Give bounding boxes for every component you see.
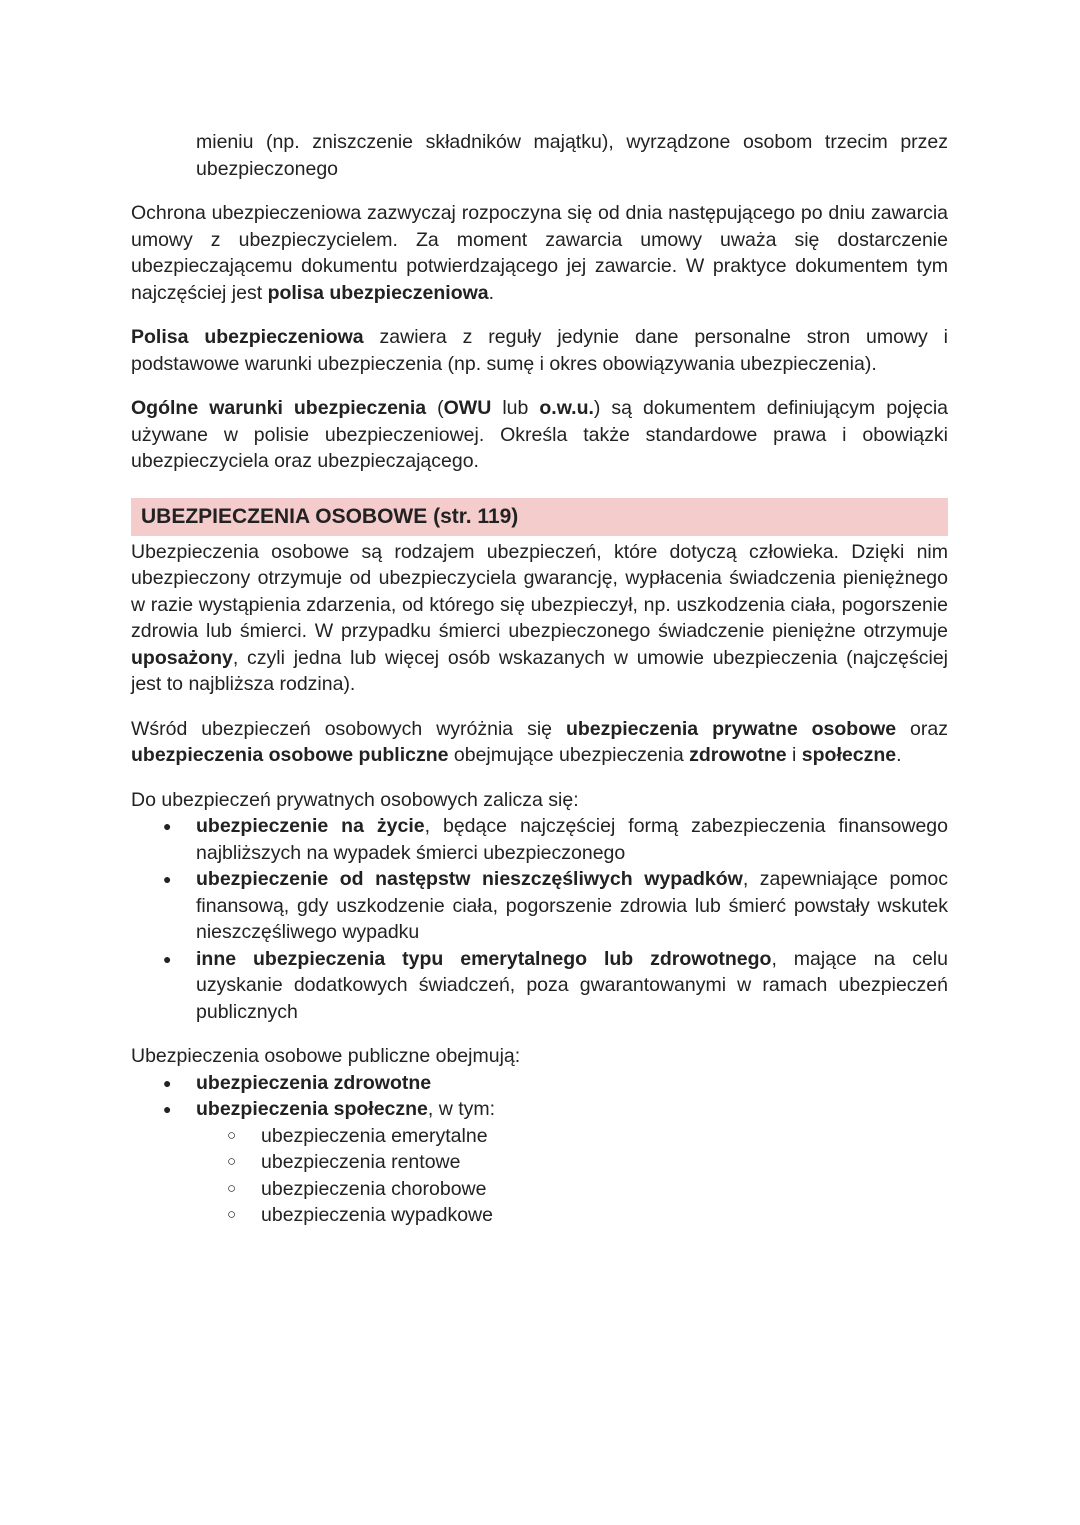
text: zawiera z reguły jedynie dane personalne stron umowy i podstawowe warunki ubezpieczenia (np. sumę i okres obowiązywania ubezpieczenia). xyxy=(131,326,948,375)
private-list-intro: Do ubezpieczeń prywatnych osobowych zalicza się: xyxy=(131,788,579,811)
text: , mające na celu uzyskanie dodatkowych świadczeń, poza gwarantowanymi w ramach ubezpieczeń publicznych xyxy=(196,947,948,1023)
private-insurance-list xyxy=(131,813,948,1025)
text: ) są dokumentem definiującym pojęcia używane w polisie ubezpieczeniowej. Określa także standardowe prawa i obowiązki ubezpieczyciela oraz ubezpieczającego. xyxy=(131,397,948,472)
continued-list-text: mieniu (np. zniszczenie składników majątku), wyrządzone osobom trzecim przez ubezpieczonego xyxy=(196,131,948,180)
bold-term: polisa ubezpieczeniowa xyxy=(267,281,489,304)
text: Ochrona ubezpieczeniowa zazwyczaj rozpoczyna się od dnia następującego po dniu zawarcia umowy z ubezpieczycielem. Za moment zawarcia umowy uważa się dostarczenie ubezpieczającemu dokumentu potwierdzającego jej zawarcie. W praktyce dokumentem tym najczęściej jest xyxy=(131,202,948,304)
sublist-item: ○ ubezpieczenia chorobowe xyxy=(131,1176,948,1203)
text: , będące najczęściej formą zabezpieczenia finansowego najbliższych na wypadek śmierci ubezpieczonego xyxy=(196,815,948,864)
sublist-item: ○ ubezpieczenia rentowe xyxy=(131,1149,948,1176)
sublist-item: ○ ubezpieczenia wypadkowe xyxy=(131,1202,948,1229)
list-item xyxy=(131,1070,948,1097)
text: obejmujące ubezpieczenia xyxy=(448,744,690,766)
paragraph-coverage-start xyxy=(131,200,948,306)
text: lub xyxy=(491,397,540,419)
bold-term: uposażony xyxy=(131,646,233,669)
bold-term: Ogólne warunki ubezpieczenia xyxy=(131,397,427,419)
text: ( xyxy=(426,397,444,419)
text: , zapewniające pomoc finansową, gdy uszkodzenie ciała, pogorszenie zdrowia lub śmierć powstały wskutek nieszczęśliwego wypadku xyxy=(196,868,948,943)
list-item xyxy=(131,946,948,1026)
sublist-item: ○ ubezpieczenia emerytalne xyxy=(131,1123,948,1150)
text: Wśród ubezpieczeń osobowych wyróżnia się xyxy=(131,717,566,740)
bold-term: ubezpieczenia osobowe publiczne xyxy=(131,744,449,766)
bold-term: ubezpieczenia społeczne xyxy=(196,1098,428,1120)
text: . xyxy=(896,744,902,766)
text: , w tym: xyxy=(427,1098,496,1120)
document-page xyxy=(131,129,948,1247)
bold-term: OWU xyxy=(443,397,492,419)
social-insurance-sublist xyxy=(196,1123,948,1229)
section-heading: UBEZPIECZENIA OSOBOWE (str. 119) xyxy=(131,498,948,536)
text: . xyxy=(488,281,495,304)
bold-term: zdrowotne xyxy=(689,744,787,766)
text: Ubezpieczenia osobowe są rodzajem ubezpieczeń, które dotyczą człowieka. Dzięki nim ubezpieczony otrzymuje od ubezpieczyciela gwarancję, wypłacenia świadczenia pieniężnego w razie wystąpienia zdarzenia, od którego się ubezpieczył, np. uszkodzenia ciała, pogorszenie zdrowia lub śmierci. W przypadku śmierci ubezpieczonego świadczenie pieniężne otrzymuje xyxy=(131,540,948,642)
bold-term: ubezpieczenia zdrowotne xyxy=(196,1071,432,1094)
text: oraz xyxy=(896,717,948,740)
list-item xyxy=(131,813,948,866)
bold-term: ubezpieczenie od następstw nieszczęśliwych wypadków xyxy=(196,868,743,890)
public-insurance-list xyxy=(131,1070,948,1229)
list-item xyxy=(131,1096,948,1229)
bold-term: społeczne xyxy=(801,744,897,766)
public-list-intro: Ubezpieczenia osobowe publiczne obejmują: xyxy=(131,1045,521,1067)
paragraph-policy xyxy=(131,324,948,377)
text: i xyxy=(786,744,802,766)
paragraph-personal-insurance xyxy=(131,539,948,698)
paragraph-types xyxy=(131,716,948,769)
bold-term: o.w.u. xyxy=(539,397,594,419)
bold-term: inne ubezpieczenia typu emerytalnego lub zdrowotnego xyxy=(196,947,772,970)
text: , czyli jedna lub więcej osób wskazanych w umowie ubezpieczenia (najczęściej jest to najbliższa rodzina). xyxy=(131,646,948,695)
paragraph-owu xyxy=(131,395,948,475)
bold-term: Polisa ubezpieczeniowa xyxy=(131,326,364,348)
list-item xyxy=(131,866,948,946)
bold-term: ubezpieczenie na życie xyxy=(196,815,425,837)
bold-term: ubezpieczenia prywatne osobowe xyxy=(565,717,897,740)
